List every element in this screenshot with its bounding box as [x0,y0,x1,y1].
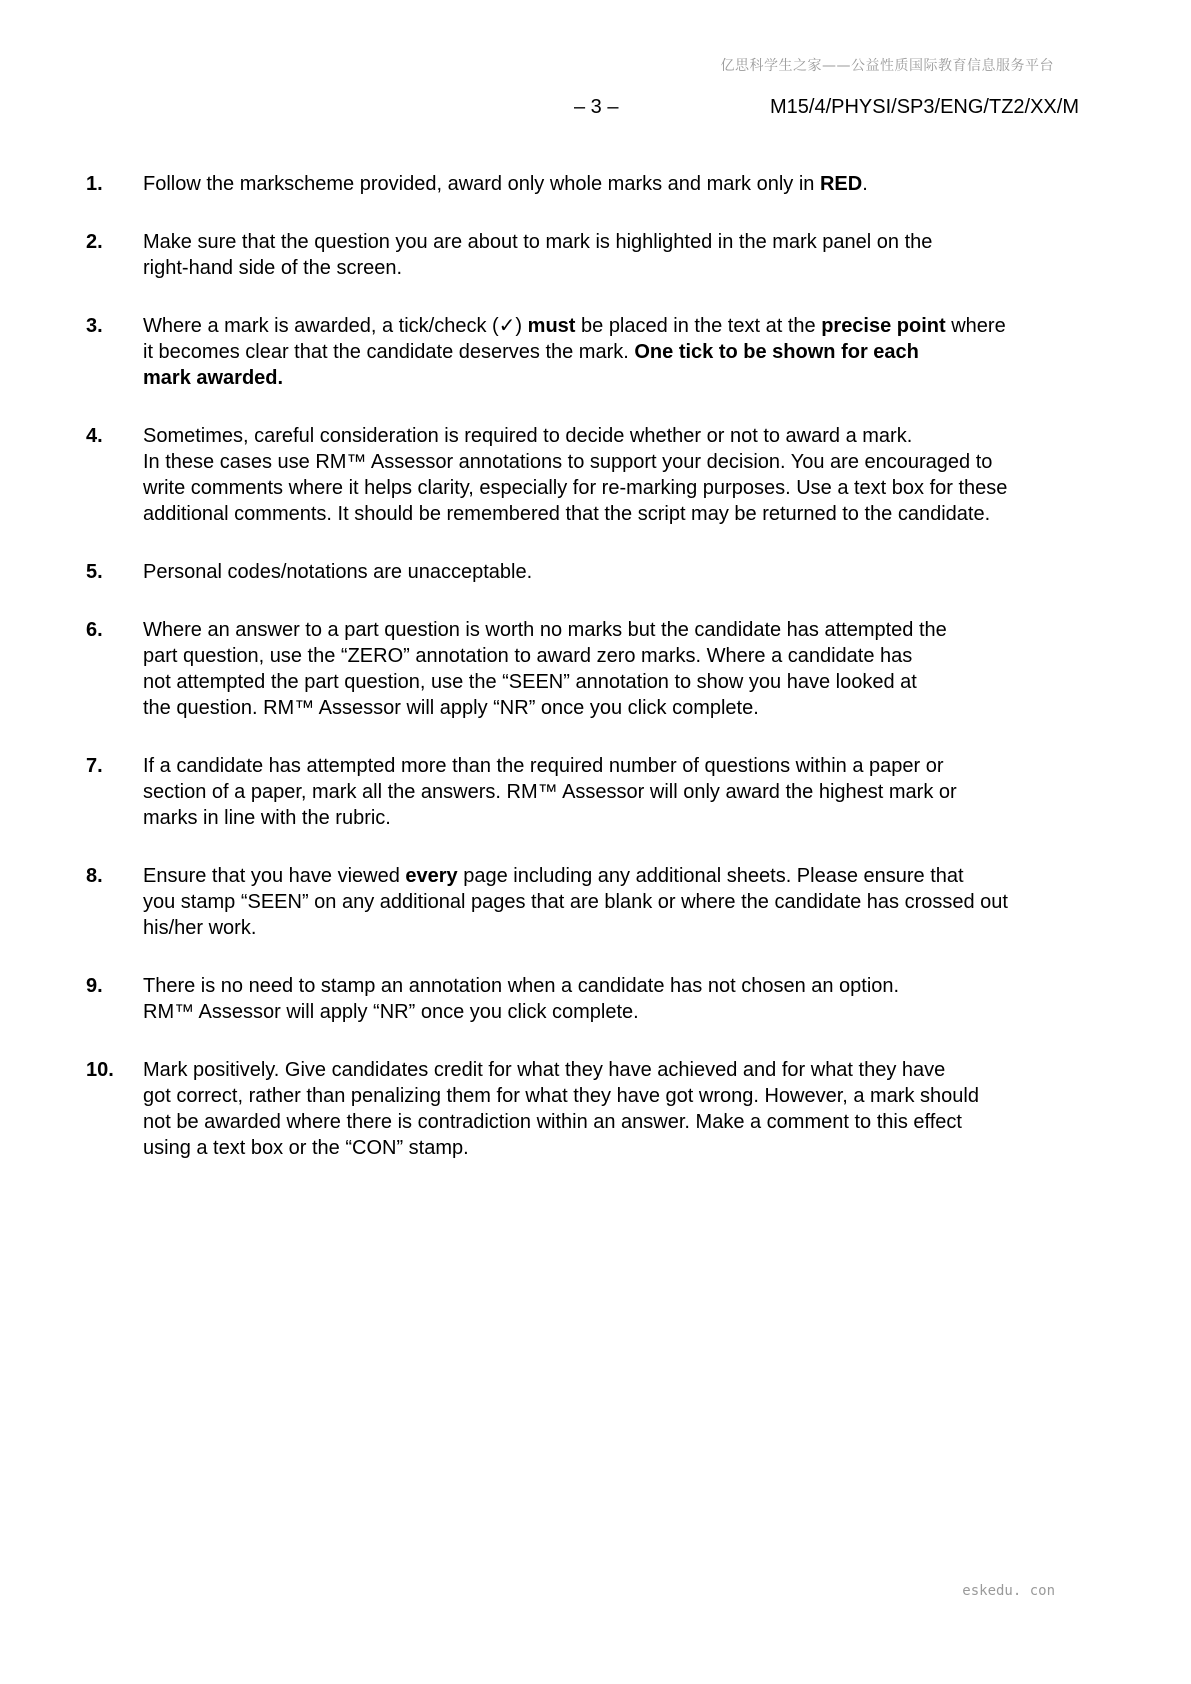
footer-watermark: eskedu. con [962,1583,1055,1599]
text-line: not attempted the part question, use the “SEEN” annotation to show you have looked at [143,671,917,693]
instruction-item [86,1057,1116,1161]
text-line [143,365,1116,391]
text-run: where [945,315,1006,337]
text-run: Follow the markscheme provided, award only whole marks and mark only in [143,173,820,195]
item-text [143,559,1116,585]
text-run: Ensure that you have viewed [143,865,406,887]
text-line: Sometimes, careful consideration is required to decide whether or not to award a mark. [143,425,913,447]
item-text [143,617,1116,721]
text-line [143,171,1116,197]
text-run: be placed in the text at the [575,315,822,337]
item-number: 6. [86,619,103,641]
item-text [143,171,1116,197]
item-number: 2. [86,231,103,253]
text-line: right-hand side of the screen. [143,257,403,279]
item-text [143,229,1116,281]
text-line: Where an answer to a part question is worth no marks but the candidate has attempted the [143,619,947,641]
instruction-item [86,313,1116,391]
text-line: using a text box or the “CON” stamp. [143,1137,469,1159]
item-number: 3. [86,315,103,337]
text-line: his/her work. [143,917,257,939]
text-line: got correct, rather than penalizing them for what they have got wrong. However, a mark should [143,1085,979,1107]
text-line: additional comments. It should be remembered that the script may be returned to the candidate. [143,503,991,525]
text-line: RM™ Assessor will apply “NR” once you click complete. [143,1001,639,1023]
text-line: Make sure that the question you are about to mark is highlighted in the mark panel on the [143,231,933,253]
item-text [143,973,1116,1025]
text-line [143,863,1116,889]
emphasis-text: every [405,865,458,887]
item-number: 9. [86,975,103,997]
item-number: 1. [86,173,103,195]
instruction-item [86,973,1116,1025]
emphasis-text: One tick to be shown for each [634,341,919,363]
instruction-item [86,559,1116,585]
item-text [143,863,1116,941]
watermark-header: 亿思科学生之家——公益性质国际教育信息服务平台 [720,58,1054,74]
item-text [143,423,1116,527]
text-line: not be awarded where there is contradiction within an answer. Make a comment to this effect [143,1111,962,1133]
text-line: section of a paper, mark all the answers. RM™ Assessor will only award the highest mark or [143,781,957,803]
item-number: 4. [86,425,103,447]
instruction-item [86,229,1116,281]
item-text [143,753,1116,831]
instruction-item [86,171,1116,197]
emphasis-text: precise point [821,315,946,337]
text-line [143,339,1116,365]
item-number: 10. [86,1059,114,1081]
item-text [143,313,1116,391]
text-line: There is no need to stamp an annotation when a candidate has not chosen an option. [143,975,900,997]
text-line: Mark positively. Give candidates credit for what they have achieved and for what they have [143,1059,946,1081]
text-line: you stamp “SEEN” on any additional pages that are blank or where the candidate has crossed out [143,891,1008,913]
document-code: M15/4/PHYSI/SP3/ENG/TZ2/XX/M [770,96,1079,118]
text-line: the question. RM™ Assessor will apply “NR” once you click complete. [143,697,759,719]
text-line: part question, use the “ZERO” annotation to award zero marks. Where a candidate has [143,645,913,667]
text-line: Personal codes/notations are unacceptable. [143,561,533,583]
item-number: 5. [86,561,103,583]
text-line [143,313,1116,339]
text-line: write comments where it helps clarity, especially for re-marking purposes. Use a text box for these [143,477,1008,499]
instructions-list [86,171,1116,1193]
text-line: marks in line with the rubric. [143,807,391,829]
page-number: – 3 – [574,96,619,118]
item-number: 8. [86,865,103,887]
instruction-item [86,863,1116,941]
text-run: it becomes clear that the candidate deserves the mark. [143,341,635,363]
item-text [143,1057,1116,1161]
text-line: If a candidate has attempted more than the required number of questions within a paper or [143,755,944,777]
text-line: In these cases use RM™ Assessor annotations to support your decision. You are encouraged to [143,451,993,473]
emphasis-text: mark awarded. [143,367,284,389]
instruction-item [86,423,1116,527]
instruction-item [86,753,1116,831]
emphasis-text: must [527,315,576,337]
instruction-item [86,617,1116,721]
text-run: Where a mark is awarded, a tick/check (✓) [143,315,528,337]
text-run: . [862,173,868,195]
emphasis-text: RED [819,173,863,195]
item-number: 7. [86,755,103,777]
text-run: page including any additional sheets. Please ensure that [457,865,964,887]
